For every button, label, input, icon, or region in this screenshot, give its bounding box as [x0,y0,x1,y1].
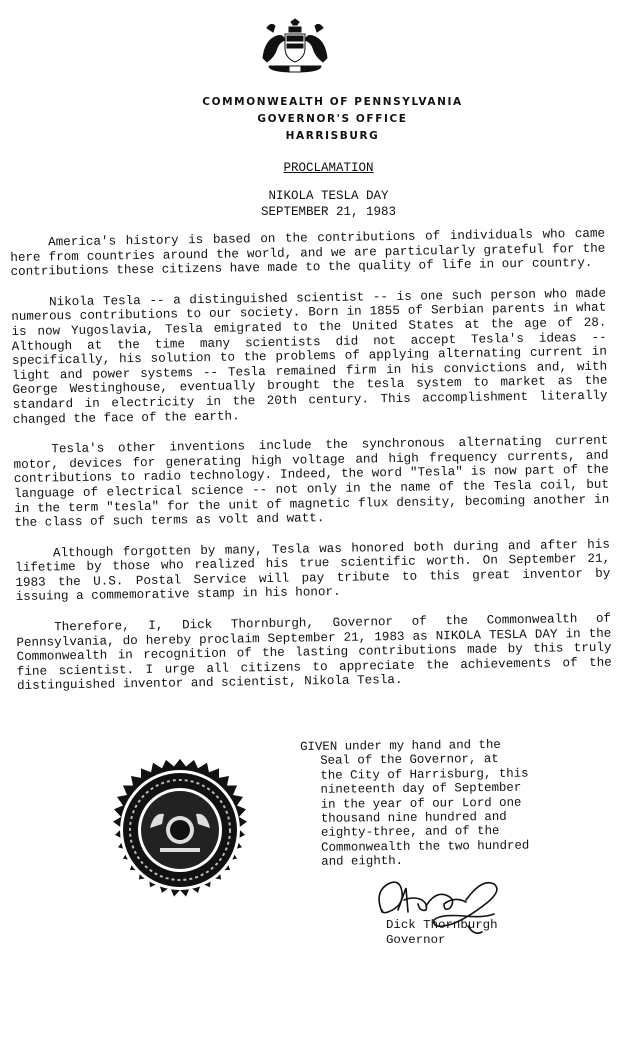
state-seal-icon [90,740,270,920]
proclamation-body [10,227,612,710]
paragraph-3: Tesla's other inventions include the synchronous alternating current motor, devices for generating high voltage and high frequency currents, and contributions to radio technology. Indeed, the word "Tesla" is now part of the language of electrical science -- not only in the name of the Tesla coil, but in the term "tesla" for the unit of magnetic flux density, becoming another in the class of such terms as volt and watt. [13,433,610,531]
event-name: NIKOLA TESLA DAY [268,189,389,203]
coat-of-arms-icon [255,18,335,76]
letterhead [0,94,627,145]
given-first-line: GIVEN under my hand and the [300,737,501,754]
given-line: in the year of our Lord one [320,795,522,812]
given-line: nineteenth day of September [320,780,522,798]
given-line: and eighth. [321,854,404,870]
paragraph-4: Although forgotten by many, Tesla was honored both during and after his lifetime by those who realized his true scientific worth. On September 21, 1983 the U.S. Postal Service will pay tribute to this great inventor by issuing a commemorative stamp in his honor. [15,537,611,605]
given-line: eighty-three, and of the [320,824,500,841]
paragraph-1: America's history is based on the contributions of individuals who came here from countries around the world, and we are particularly grateful for the contributions these citizens have made to the quality of life in our country. [10,226,606,280]
given-line: the City of Harrisburg, this [320,766,529,783]
given-line: thousand nine hundred and [320,809,507,826]
signer-title: Governor [386,932,446,947]
letterhead-office: GOVERNOR'S OFFICE [257,113,408,125]
letterhead-city: HARRISBURG [285,130,380,142]
given-clause [300,737,591,870]
given-line: Commonwealth the two hundred [321,838,530,855]
given-line: Seal of the Governor, at [320,752,499,769]
letterhead-commonwealth: COMMONWEALTH OF PENNSYLVANIA [202,96,463,108]
signer-name: Dick Thornburgh [386,918,498,932]
event-date: SEPTEMBER 21, 1983 [260,205,397,219]
paragraph-5: Therefore, I, Dick Thornburgh, Governor of the Commonwealth of Pennsylvania, do hereby proclaim September 21, 1983 as NIKOLA TESLA DAY in the Commonwealth in recognition of the lasting contributions made by this truly fine scientist. I urge all citizens to appreciate the achievements of the distinguished inventor and scientist, Nikola Tesla. [16,611,612,694]
paragraph-2: Nikola Tesla -- a distinguished scientist -- is one such person who made numerous contributions to our society. Born in 1855 of Serbian parents in what is now Yugoslavia, Tesla emigrated to the United States at the age of 28. Although at the time many scientists did not accept Tesla's ideas -- specifically, his solution to the problems of applying alternating current in light and power systems -- Tesla remained firm in his convictions and, with George Westinghouse, eventually brought the tesla system to market as the standard in electricity in the 20th century. This accomplishment literally changed the face of the earth. [11,286,608,427]
signer-block [386,918,498,947]
proclamation-title [0,160,627,220]
proclamation-heading: PROCLAMATION [283,161,374,175]
